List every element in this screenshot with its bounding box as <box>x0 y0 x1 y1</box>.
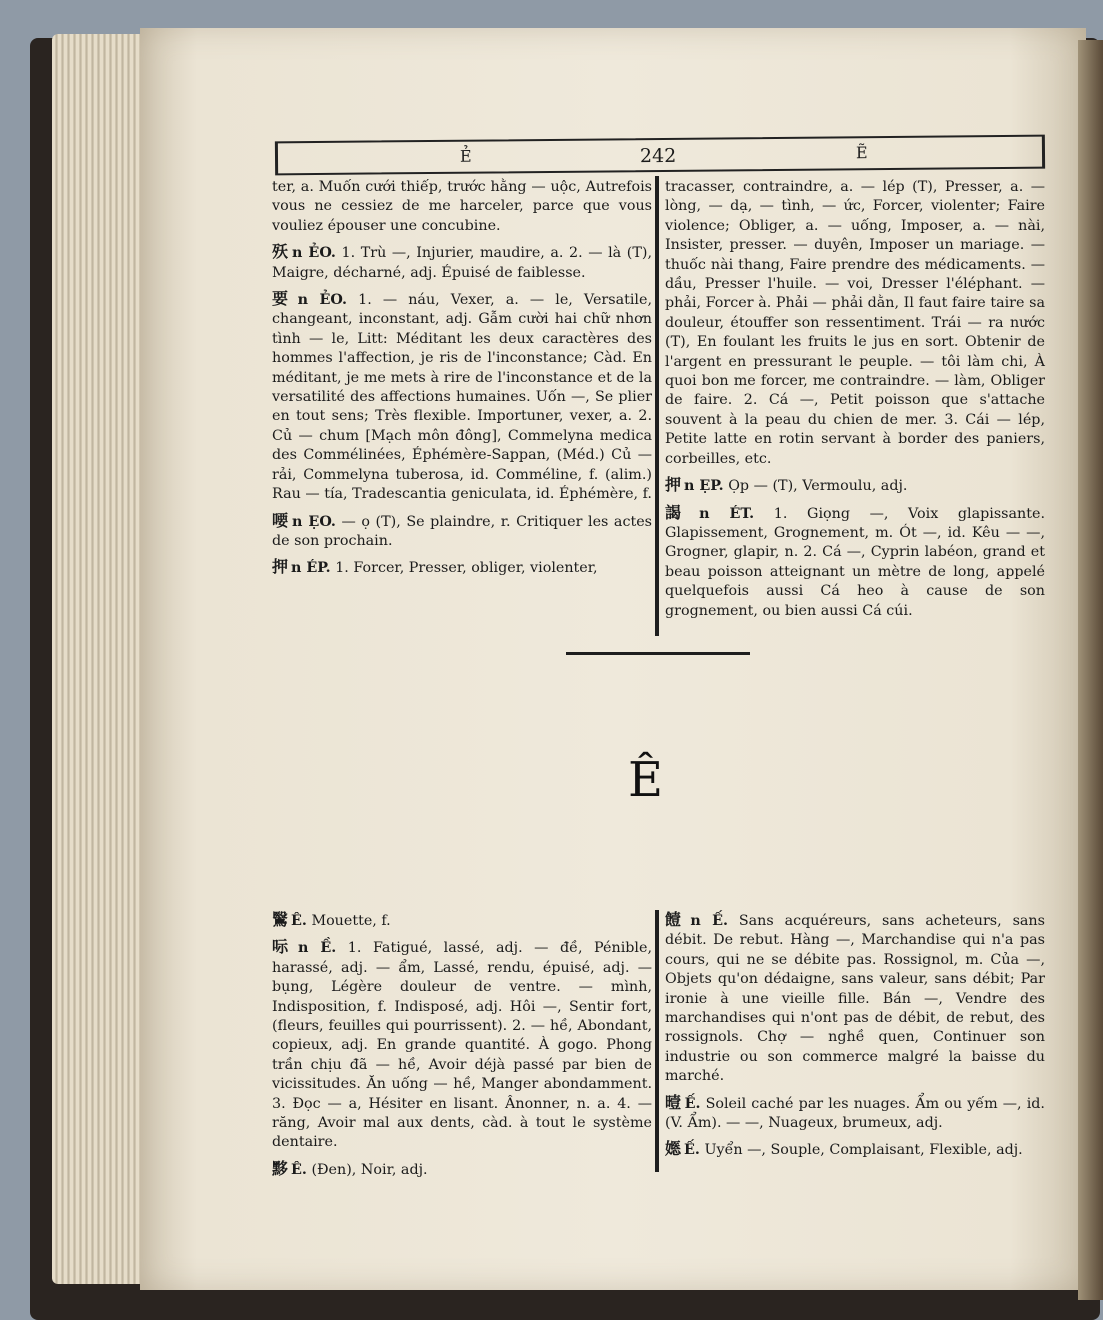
header-left-letter: Ẻ <box>459 146 472 166</box>
column-divider <box>655 910 659 1172</box>
top-left-column <box>272 178 652 585</box>
bottom-right-column <box>665 910 1045 1167</box>
entry: tracasser, contraindre, a. — lép (T), Presser, a. — lòng, — dạ, — tình, — ức, Forcer, violenter; Faire violence; Obliger, a. — uống, Imposer, a. — nài, Insister, presser. — duyên, Imposer un mariage. — thuốc nài thang, Faire prendre des médicaments. — dầu, Presser l'huile. — voi, Dresser l'éléphant. — phải, Forcer à. Phải — phải dằn, Il faut faire taire sa douleur, étouffer son ressentiment. Trái — ra nước (T), En foulant les fruits le jus en sort. Obtenir de l'argent en pressurant le peuple. — tôi làm chi, À quoi bon me forcer, me contraindre. — làm, Obliger de faire. 2. Cá —, Petit poisson que s'attache souvent à la peau du chien de mer. 3. Cái — lép, Petite latte en rotin servant à border des paniers, corbeilles, etc. <box>665 179 1045 467</box>
entry: 曀 Ế. Soleil caché par les nuages. Ẩm ou yếm —, id. (V. Ẩm). — —, Nuageux, brumeux, adj. <box>665 1092 1045 1132</box>
column-divider <box>655 176 659 636</box>
running-header <box>275 135 1045 176</box>
book-gutter <box>1078 40 1103 1300</box>
page-edges <box>52 34 152 1284</box>
entry: 押 n ẸP. Ọp — (T), Vermoulu, adj. <box>665 475 908 495</box>
entry: 嫕 Ế. Uyển —, Souple, Complaisant, Flexible, adj. <box>665 1139 1023 1159</box>
entry: 饐 n Ế. Sans acquéreurs, sans acheteurs, sans débit. De rebut. Hàng —, Marchandise qui n'a pas cours, qui ne se débite pas. Rossignol, m. Của —, Objets qu'on dédaigne, sans valeur, sans débit; Par ironie à une vieille fille. Bán —, Vendre des marchandises qui n'ont pas de débit, de rebut, des rossignols. Chợ — nghề quen, Continuer son industrie ou son commerce malgré la baisse du marché. <box>665 910 1045 1085</box>
entry: 喓 n ẸO. — ọ (T), Se plaindre, r. Critiquer les actes de son prochain. <box>272 510 653 549</box>
bottom-left-column <box>272 910 652 1186</box>
entry: 押 n ÉP. 1. Forcer, Presser, obliger, violenter, <box>272 557 598 577</box>
entry: 呩 n Ề. 1. Fatigué, lassé, adj. — đề, Pénible, harassé, adj. — ẩm, Lassé, rendu, épuisé, adj. — bụng, Légère douleur de ventre. — mình, Indisposition, f. Indisposé, adj. Hôi —, Sentir fort, (fleurs, feuilles qui pourrissent). 2. — hề, Abondant, copieux, adj. En grande quantité. À gogo. Phong trần chịu đã — hề, Avoir déjà passé par bien de vicissitudes. Ăn uống — hề, Manger abondamment. 3. Đọc — a, Hésiter en lisant. Ânonner, n. a. 4. — răng, Avoir mal aux dents, càd. à tout le système dentaire. <box>272 937 652 1151</box>
entry: 謁 n ÉT. 1. Giọng —, Voix glapissante. Glapissement, Grognement, m. Ót —, id. Kêu — —, Grogner, glapir, n. 2. Cá —, Cyprin labéon, grand et beau poisson atteignant un mètre de long, appelé quelquefois aussi Cá heo à cause de son grognement, ou bien aussi Cá cúi. <box>665 502 1046 619</box>
top-right-column <box>665 178 1045 627</box>
section-separator <box>566 652 750 655</box>
entry: 鷖 Ê. Mouette, f. <box>272 910 391 929</box>
entry: 要 n ẺO. 1. — náu, Vexer, a. — le, Versatile, changeant, inconstant, adj. Gẫm cười hai chữ nhơn tình — le, Litt: Méditant les deux caractères des hommes l'affection, je ris de l'inconstance; Càd. En méditant, je me mets à rire de l'inconstance et de la versatilité des affections humaines. Uốn —, Se plier en tout sens; Très flexible. Importuner, vexer, a. 2. Củ — chum [Mạch môn đông], Commelyna medica des Commélinées, Éphémère-Sappan, (Méd.) Củ — rải, Commelyna tuberosa, id. Comméline, f. (alim.) Rau — tía, Tradescantia geniculata, id. Éphémère, f. <box>272 289 652 503</box>
entry: ter, a. Muốn cưới thiếp, trước hằng — uộc, Autrefois vous ne cessiez de me harceler, parce que vous vouliez épouser une concubine. <box>272 179 652 234</box>
section-letter: Ê <box>628 752 664 808</box>
entry: 黟 Ê. (Đen), Noir, adj. <box>272 1158 428 1178</box>
page-number: 242 <box>639 144 677 168</box>
header-right-letter: Ẽ <box>855 143 868 163</box>
entry: 殀 n ẺO. 1. Trù —, Injurier, maudire, a. 2. — là (T), Maigre, décharné, adj. Épuisé de faiblesse. <box>272 242 652 281</box>
